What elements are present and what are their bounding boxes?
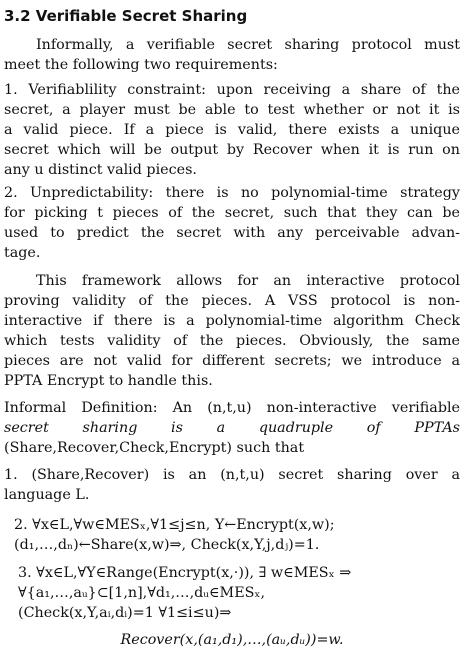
definition-item-line: 1. (Share,Recover) is an (n,t,u) secret sharing over a — [4, 467, 460, 483]
definition-item-line: language L. — [4, 487, 90, 503]
paragraph-line: which tests validity of the pieces. Obviously, the same — [4, 333, 460, 349]
definition-line: Informal Definition: An (n,t,u) non-interactive verifiable — [4, 400, 460, 416]
math-line: Recover(x,(a₁,d₁),…,(aᵤ,dᵤ))=w. — [120, 632, 344, 648]
math-line: 3. ∀x∈L,∀Y∈Range(Encrypt(x,·)), ∃ w∈MESₓ ⇒ — [18, 565, 352, 581]
paragraph-line: Informally, a verifiable secret sharing protocol must — [36, 37, 460, 53]
paragraph-line: pieces are not valid for different secrets; we introduce a — [4, 353, 460, 369]
definition-line: (Share,Recover,Check,Encrypt) such that — [4, 440, 305, 456]
paragraph-line: tage. — [4, 245, 41, 261]
paragraph-line: any u distinct valid pieces. — [4, 162, 197, 178]
paragraph-line: meet the following two requirements: — [4, 57, 278, 73]
math-line: (d₁,…,dₙ)←Share(x,w)⇒, Check(x,Y,j,dⱼ)=1. — [14, 537, 320, 553]
paragraph-line: used to predict the secret with any perceivable advan- — [4, 225, 460, 241]
math-line: ∀{a₁,…,aᵤ}⊂[1,n],∀d₁,…,dᵤ∈MESₓ, — [18, 585, 266, 601]
math-line: 2. ∀x∈L,∀w∈MESₓ,∀1≤j≤n, Y←Encrypt(x,w); — [14, 517, 335, 533]
section-heading: 3.2 Verifiable Secret Sharing — [4, 7, 248, 25]
math-line: (Check(x,Y,aᵢ,dᵢ)=1 ∀1≤i≤u)⇒ — [18, 605, 232, 621]
paragraph-line: for picking t pieces of the secret, such that they can be — [4, 205, 460, 221]
paragraph-line: secret which will be output by Recover when it is run on — [4, 142, 460, 158]
paragraph-line: secret, a player must be able to test whether or not it is — [4, 102, 460, 118]
paragraph-line: This framework allows for an interactive protocol — [36, 273, 460, 289]
paragraph-line: a valid piece. If a piece is valid, there exists a unique — [4, 122, 460, 138]
paragraph-line: 2. Unpredictability: there is no polynomial-time strategy — [4, 185, 460, 201]
paragraph-line: interactive if there is a polynomial-time algorithm Check — [4, 313, 460, 329]
paragraph-line: proving validity of the pieces. A VSS protocol is non- — [4, 293, 460, 309]
paragraph-line: PPTA Encrypt to handle this. — [4, 373, 213, 389]
definition-line: secret sharing is a quadruple of PPTAs — [4, 420, 460, 436]
paragraph-line: 1. Verifiablility constraint: upon receiving a share of the — [4, 82, 460, 98]
